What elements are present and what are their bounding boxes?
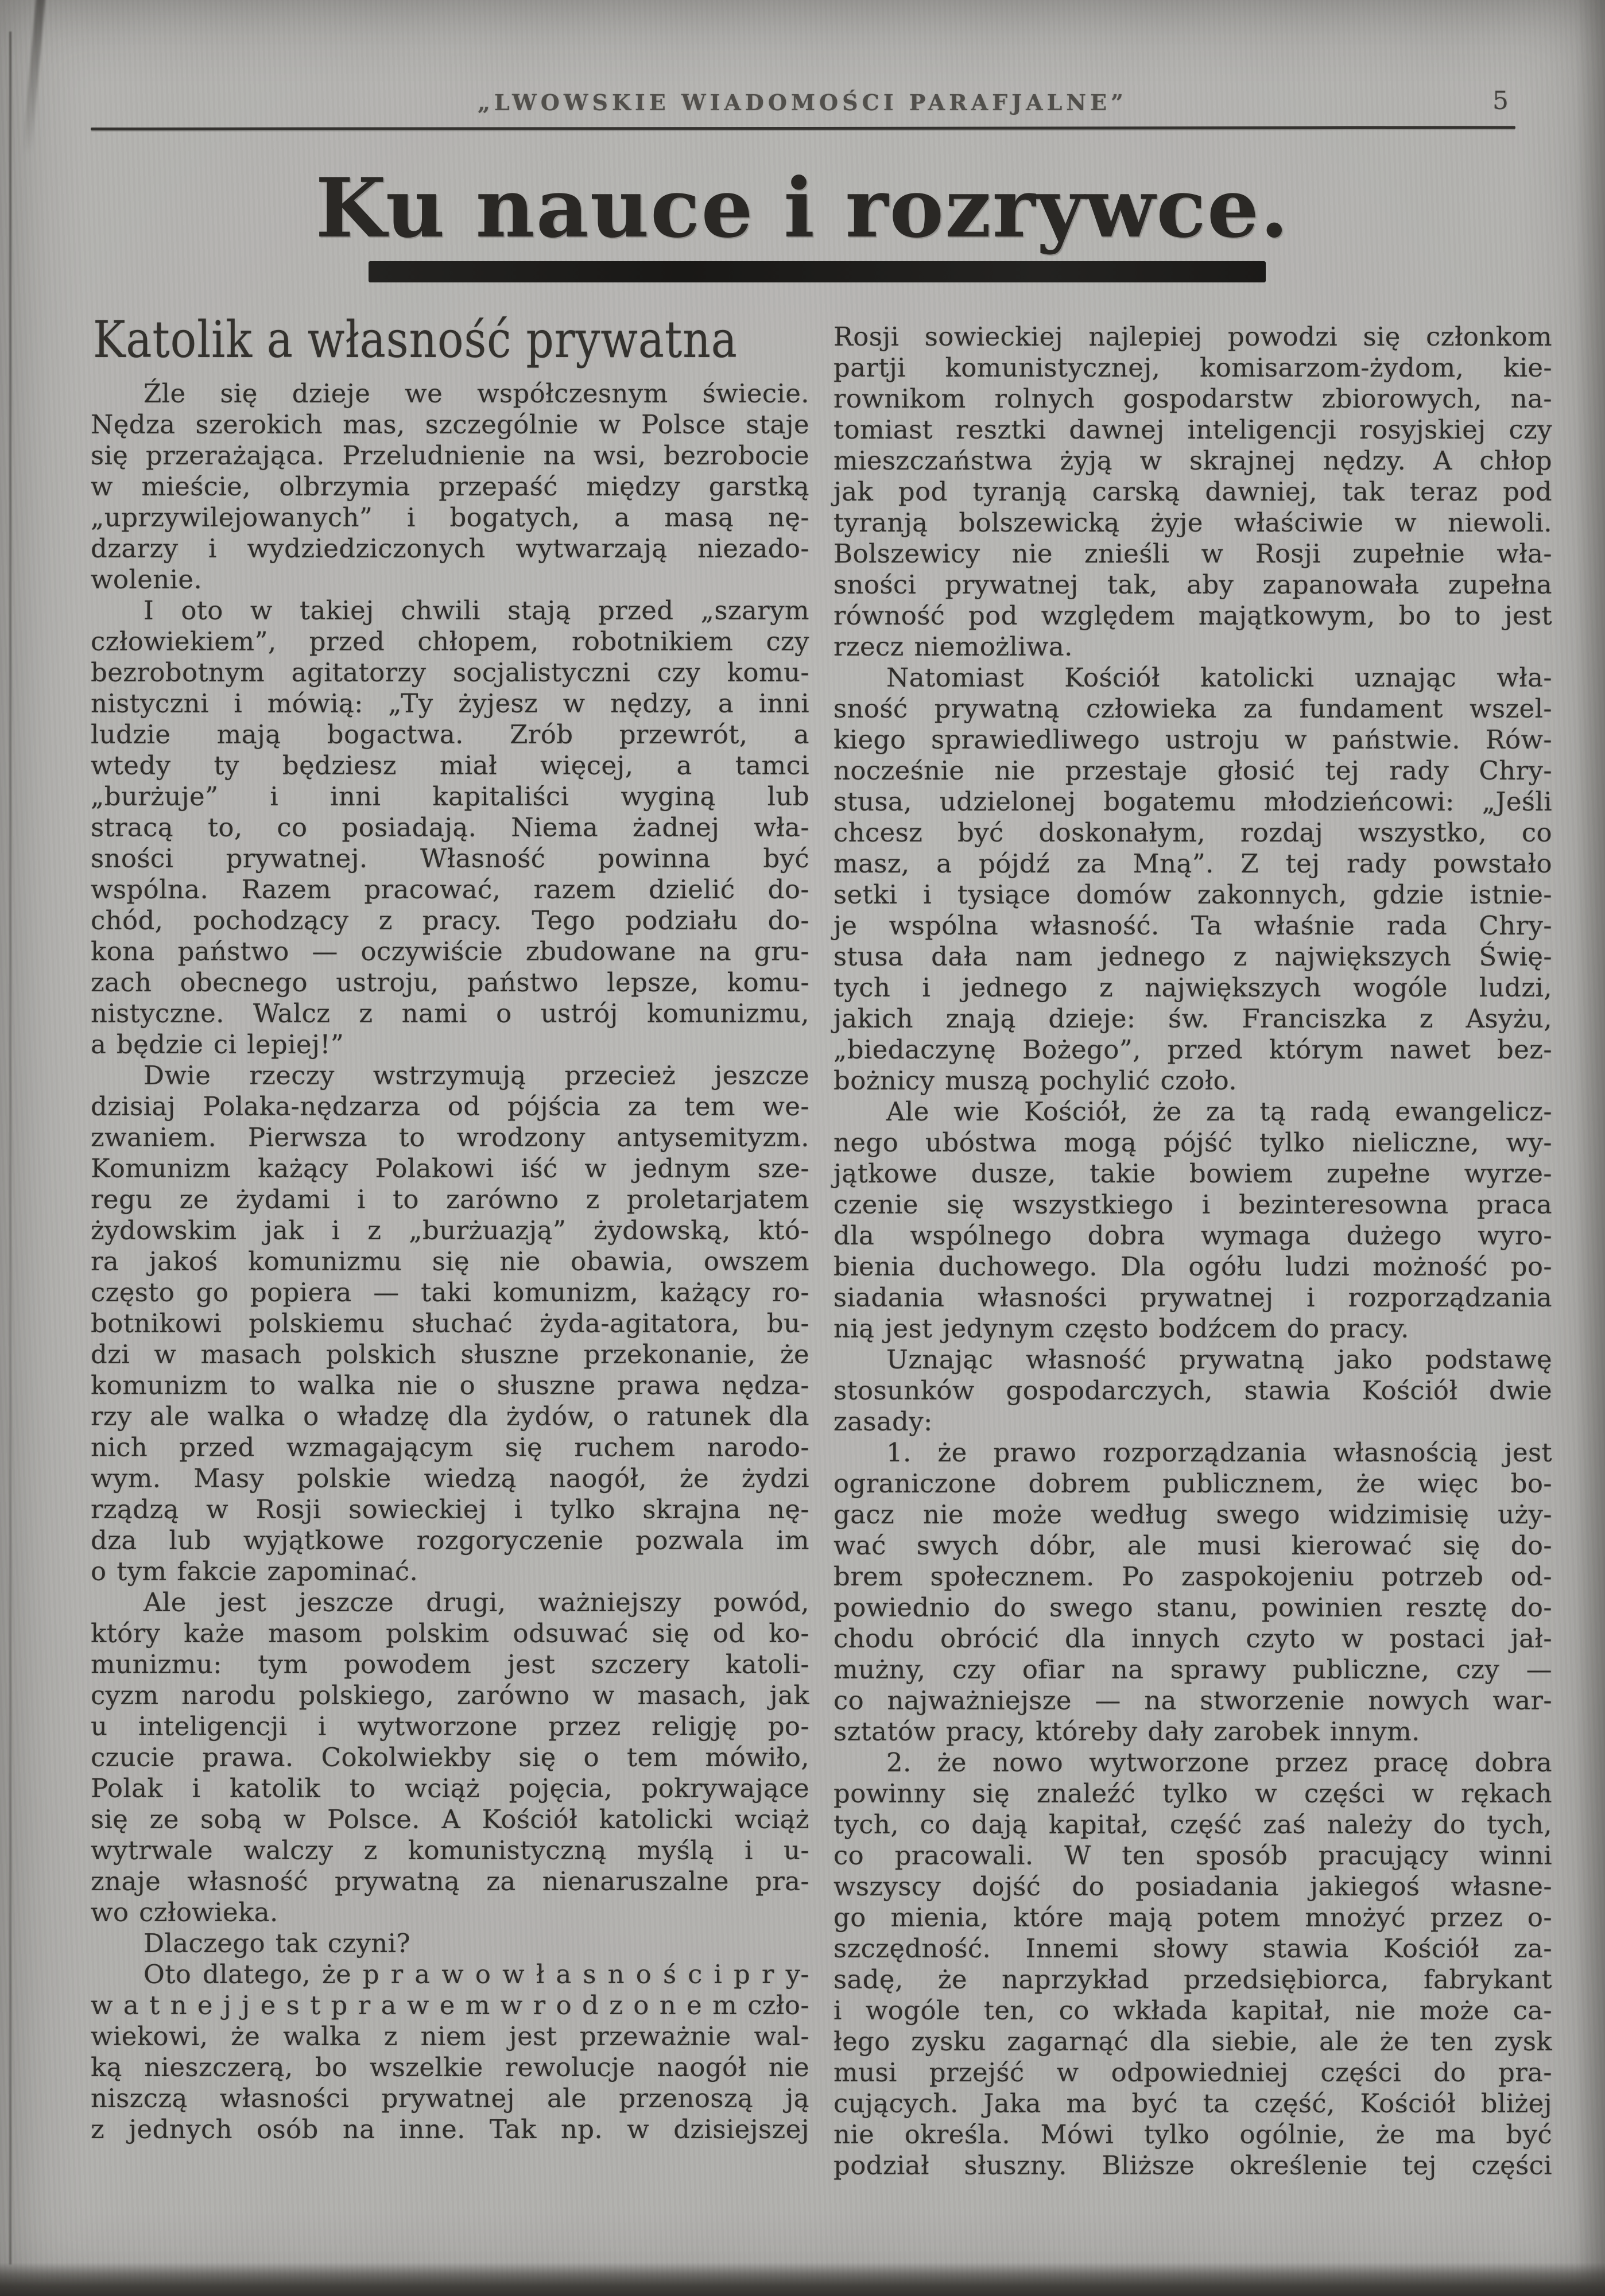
text-line: tyranją bolszewicką żyje właściwie w niewoli. bbox=[833, 507, 1552, 538]
text-line: co najważniejsze — na stworzenie nowych war- bbox=[833, 1685, 1552, 1716]
text-line: rownikom rolnych gospodarstw zbiorowych, na- bbox=[833, 383, 1552, 414]
text-line: sności prywatnej. Własność powinna być bbox=[91, 843, 809, 874]
text-line: musi przejść w odpowiedniej części do pra- bbox=[833, 2057, 1552, 2088]
text-line: bienia duchowego. Dla ogółu ludzi możność po- bbox=[833, 1251, 1552, 1282]
text-line: człowiekiem”, przed chłopem, robotnikiem czy bbox=[91, 626, 809, 657]
text-line: powinny się znaleźć tylko w części w rękach bbox=[833, 1778, 1552, 1809]
text-line: chodu obrócić dla innych czyto w postaci jał- bbox=[833, 1623, 1552, 1654]
text-line: kiego sprawiedliwego ustroju w państwie. Rów- bbox=[833, 724, 1552, 755]
text-line: tomiast resztki dawnej inteligencji rosyjskiej czy bbox=[833, 414, 1552, 445]
text-line: siadania własności prywatnej i rozporządzania bbox=[833, 1282, 1552, 1313]
text-line: nocześnie nie przestaje głosić tej rady Chry- bbox=[833, 755, 1552, 786]
text-line: Źle się dzieje we współczesnym świecie. bbox=[144, 378, 809, 409]
text-line: chód, pochodzący z pracy. Tego podziału do- bbox=[91, 905, 809, 936]
text-line: 2. że nowo wytworzone przez pracę dobra bbox=[886, 1747, 1552, 1778]
text-line: sadę, że naprzykład przedsiębiorca, fabrykant bbox=[833, 1964, 1552, 1995]
header-rule bbox=[91, 126, 1515, 131]
text-line: równość pod względem majątkowym, bo to jest bbox=[833, 600, 1552, 631]
scan-edge-shadow bbox=[1576, 0, 1605, 2296]
text-line: podział słuszny. Bliższe określenie tej części bbox=[833, 2150, 1552, 2181]
text-line: rządzą w Rosji sowieckiej i tylko skrajna nę- bbox=[91, 1494, 809, 1525]
text-line: mużny, czy ofiar na sprawy publiczne, czy — bbox=[833, 1654, 1552, 1685]
text-line: masz, a pójdź za Mną”. Z tej rady powstało bbox=[833, 848, 1552, 879]
text-line: dza lub wyjątkowe rozgoryczenie pozwala im bbox=[91, 1525, 809, 1556]
text-line: „biedaczynę Bożego”, przed którym nawet bez- bbox=[833, 1034, 1552, 1065]
text-line: w a t n e j j e s t p r a w e m w r o d z o n e m czło- bbox=[91, 1990, 809, 2020]
text-line: Oto dlatego, że p r a w o w ł a s n o ś c i p r y- bbox=[144, 1959, 809, 1989]
text-line: sności prywatnej tak, aby zapanowała zupełna bbox=[833, 569, 1552, 600]
text-line: botnikowi polskiemu słuchać żyda-agitatora, bu- bbox=[91, 1308, 809, 1339]
text-line: Komunizm każący Polakowi iść w jednym sze- bbox=[91, 1153, 809, 1184]
text-line: wolenie. bbox=[91, 564, 203, 595]
text-line: kona państwo — oczywiście zbudowane na gru- bbox=[91, 936, 809, 967]
text-line: nego ubóstwa mogą pójść tylko nieliczne, wy- bbox=[833, 1127, 1552, 1158]
text-line: Natomiast Kościół katolicki uznając wła- bbox=[886, 662, 1552, 693]
text-line: wym. Masy polskie wiedzą naogół, że żydzi bbox=[91, 1463, 809, 1494]
text-line: u inteligencji i wytworzone przez religję po- bbox=[91, 1711, 809, 1742]
text-line: mieszczaństwa żyją w skrajnej nędzy. A chłop bbox=[833, 445, 1552, 476]
text-line: bezrobotnym agitatorzy socjalistyczni czy komu- bbox=[91, 657, 809, 688]
text-line: chcesz być doskonałym, rozdaj wszystko, co bbox=[833, 817, 1552, 848]
text-line: dzisiaj Polaka-nędzarza od pójścia za tem we- bbox=[91, 1091, 809, 1122]
text-line: Nędza szerokich mas, szczególnie w Polsce staje bbox=[91, 409, 809, 440]
text-line: stusa dała nam jednego z największych Świę- bbox=[833, 941, 1552, 972]
text-line: gacz nie może według swego widzimisię uży- bbox=[833, 1499, 1552, 1530]
column-right bbox=[833, 321, 1552, 2181]
text-line: zach obecnego ustroju, państwo lepsze, komu- bbox=[91, 967, 809, 998]
text-line: niszczą własności prywatnej ale przenoszą ją bbox=[91, 2083, 809, 2113]
scan-crease-artifact bbox=[9, 32, 11, 2264]
text-line: i wogóle ten, co wkłada kapitał, nie może ca- bbox=[833, 1995, 1552, 2026]
text-line: nich przed wzmagającym się ruchem narodo- bbox=[91, 1432, 809, 1463]
text-line: jak pod tyranją carską dawniej, tak teraz pod bbox=[833, 476, 1552, 507]
text-line: zasady: bbox=[833, 1406, 933, 1437]
text-line: komunizm to walka nie o słuszne prawa nędza- bbox=[91, 1370, 809, 1401]
text-line: Bolszewicy nie znieśli w Rosji zupełnie wła- bbox=[833, 538, 1552, 569]
masthead-title: „LWOWSKIE WIADOMOŚCI PARAFJALNE” bbox=[478, 90, 1127, 115]
text-line: w mieście, olbrzymia przepaść między garstką bbox=[91, 471, 809, 502]
text-line: a będzie ci lepiej!” bbox=[91, 1029, 344, 1060]
text-line: czenie się wszystkiego i bezinteresowna praca bbox=[833, 1189, 1552, 1220]
column-left bbox=[91, 378, 809, 2145]
text-line: często go popiera — taki komunizm, każący ro- bbox=[91, 1277, 809, 1308]
headline-underline-bar bbox=[369, 261, 1266, 282]
text-line: stosunków gospodarczych, stawia Kościół dwie bbox=[833, 1375, 1552, 1406]
text-line: wać swych dóbr, ale musi kierować się do- bbox=[833, 1530, 1552, 1561]
page-number: 5 bbox=[1492, 86, 1509, 115]
text-line: łego zysku zagarnąć dla siebie, ale że ten zysk bbox=[833, 2026, 1552, 2057]
text-line: cyzm narodu polskiego, zarówno w masach, jak bbox=[91, 1680, 809, 1711]
text-line: wo człowieka. bbox=[91, 1897, 278, 1927]
text-line: rzecz niemożliwa. bbox=[833, 631, 1073, 662]
text-line: bożnicy muszą pochylić czoło. bbox=[833, 1065, 1238, 1096]
scan-bottom-shadow bbox=[0, 2263, 1605, 2296]
text-line: jakich znają dzieje: św. Franciszka z Asyżu, bbox=[833, 1003, 1552, 1034]
text-line: „burżuje” i inni kapitaliści wyginą lub bbox=[91, 781, 809, 812]
section-headline: Ku nauce i rozrywce. bbox=[315, 161, 1290, 256]
text-line: Uznając własność prywatną jako podstawę bbox=[886, 1344, 1552, 1375]
text-line: sność prywatną człowieka za fundament wszel- bbox=[833, 693, 1552, 724]
text-line: powiednio do swego stanu, powinien resztę do- bbox=[833, 1592, 1552, 1623]
text-line: czucie prawa. Cokolwiekby się o tem mówiło, bbox=[91, 1742, 809, 1773]
text-line: który każe masom polskim odsuwać się od ko- bbox=[91, 1618, 809, 1649]
text-line: tych, co dają kapitał, część zaś należy do tych, bbox=[833, 1809, 1552, 1840]
text-line: z jednych osób na inne. Tak np. w dzisiejszej bbox=[91, 2114, 809, 2144]
text-line: Ale jest jeszcze drugi, ważniejszy powód, bbox=[144, 1587, 809, 1618]
text-line: szczędność. Innemi słowy stawia Kościół za- bbox=[833, 1933, 1552, 1964]
text-line: się ze sobą w Polsce. A Kościół katolicki wciąż bbox=[91, 1804, 809, 1835]
text-line: zwaniem. Pierwsza to wrodzony antysemityzm. bbox=[91, 1122, 809, 1153]
text-line: wiekowi, że walka z niem jest przeważnie wal- bbox=[91, 2021, 809, 2051]
text-line: dzi w masach polskich słuszne przekonanie, że bbox=[91, 1339, 809, 1370]
text-line: się przerażająca. Przeludnienie na wsi, bezrobocie bbox=[91, 440, 809, 471]
text-line: Polak i katolik to wciąż pojęcia, pokrywające bbox=[91, 1773, 809, 1804]
text-line: nie określa. Mówi tylko ogólnie, że ma być bbox=[833, 2119, 1552, 2150]
text-line: o tym fakcie zapominać. bbox=[91, 1556, 418, 1587]
text-line: nistyczne. Walcz z nami o ustrój komunizmu, bbox=[91, 998, 809, 1029]
text-line: stracą to, co posiadają. Niema żadnej wła- bbox=[91, 812, 809, 843]
text-line: 1. że prawo rozporządzania własnością jest bbox=[886, 1437, 1552, 1468]
text-line: stusa, udzielonej bogatemu młodzieńcowi: „Jeśli bbox=[833, 786, 1552, 817]
text-line: znaje własność prywatną za nienaruszalne pra- bbox=[91, 1866, 809, 1896]
text-line: setki i tysiące domów zakonnych, gdzie istnie- bbox=[833, 879, 1552, 910]
text-line: ograniczone dobrem publicznem, że więc bo- bbox=[833, 1468, 1552, 1499]
text-line: regu ze żydami i to zarówno z proletarjatem bbox=[91, 1184, 809, 1215]
text-line: wspólna. Razem pracować, razem dzielić do- bbox=[91, 874, 809, 905]
text-line: jątkowe dusze, takie bowiem zupełne wyrze- bbox=[833, 1158, 1552, 1189]
text-line: ką nieszczerą, bo wszelkie rewolucje naogół nie bbox=[91, 2052, 809, 2082]
text-line: munizmu: tym powodem jest szczery katoli- bbox=[91, 1649, 809, 1680]
text-line: I oto w takiej chwili stają przed „szarym bbox=[144, 595, 809, 626]
text-line: Rosji sowieckiej najlepiej powodzi się członkom bbox=[833, 321, 1552, 352]
text-line: Dlaczego tak czyni? bbox=[144, 1928, 410, 1958]
text-line: wszyscy dojść do posiadania jakiegoś własne- bbox=[833, 1871, 1552, 1902]
text-line: partji komunistycznej, komisarzom-żydom, kie- bbox=[833, 352, 1552, 383]
text-line: rzy ale walka o władzę dla żydów, o ratunek dla bbox=[91, 1401, 809, 1432]
text-line: Dwie rzeczy wstrzymują przecież jeszcze bbox=[144, 1060, 809, 1091]
text-line: je wspólna własność. Ta właśnie rada Chry- bbox=[833, 910, 1552, 941]
text-line: ludzie mają bogactwa. Zrób przewrót, a bbox=[91, 719, 809, 750]
text-line: wtedy ty będziesz miał więcej, a tamci bbox=[91, 750, 809, 781]
text-line: tych i jednego z największych wogóle ludzi, bbox=[833, 972, 1552, 1003]
text-line: dzarzy i wydziedziczonych wytwarzają niezado- bbox=[91, 533, 809, 564]
text-line: go mienia, które mają potem mnożyć przez o- bbox=[833, 1902, 1552, 1933]
text-line: ra jakoś komunizmu się nie obawia, owszem bbox=[91, 1246, 809, 1277]
text-line: cujących. Jaka ma być ta część, Kościół bliżej bbox=[833, 2088, 1552, 2119]
scan-streak-artifact bbox=[22, 0, 46, 155]
text-line: dla wspólnego dobra wymaga dużego wyro- bbox=[833, 1220, 1552, 1251]
text-line: brem społecznem. Po zaspokojeniu potrzeb od- bbox=[833, 1561, 1552, 1592]
text-line: co pracowali. W ten sposób pracujący winni bbox=[833, 1840, 1552, 1871]
text-line: żydowskim jak i z „burżuazją” żydowską, któ- bbox=[91, 1215, 809, 1246]
text-line: wytrwale walczy z komunistyczną myślą i u- bbox=[91, 1835, 809, 1865]
text-line: sztatów pracy, któreby dały zarobek innym. bbox=[833, 1716, 1420, 1747]
text-line: „uprzywilejowanych” i bogatych, a masą nę- bbox=[91, 502, 809, 533]
article-title: Katolik a własność prywatna bbox=[93, 310, 738, 369]
text-line: nistyczni i mówią: „Ty żyjesz w nędzy, a inni bbox=[91, 688, 809, 719]
text-line: Ale wie Kościół, że za tą radą ewangelicz- bbox=[886, 1096, 1552, 1127]
text-line: nią jest jedynym często bodźcem do pracy. bbox=[833, 1313, 1409, 1344]
